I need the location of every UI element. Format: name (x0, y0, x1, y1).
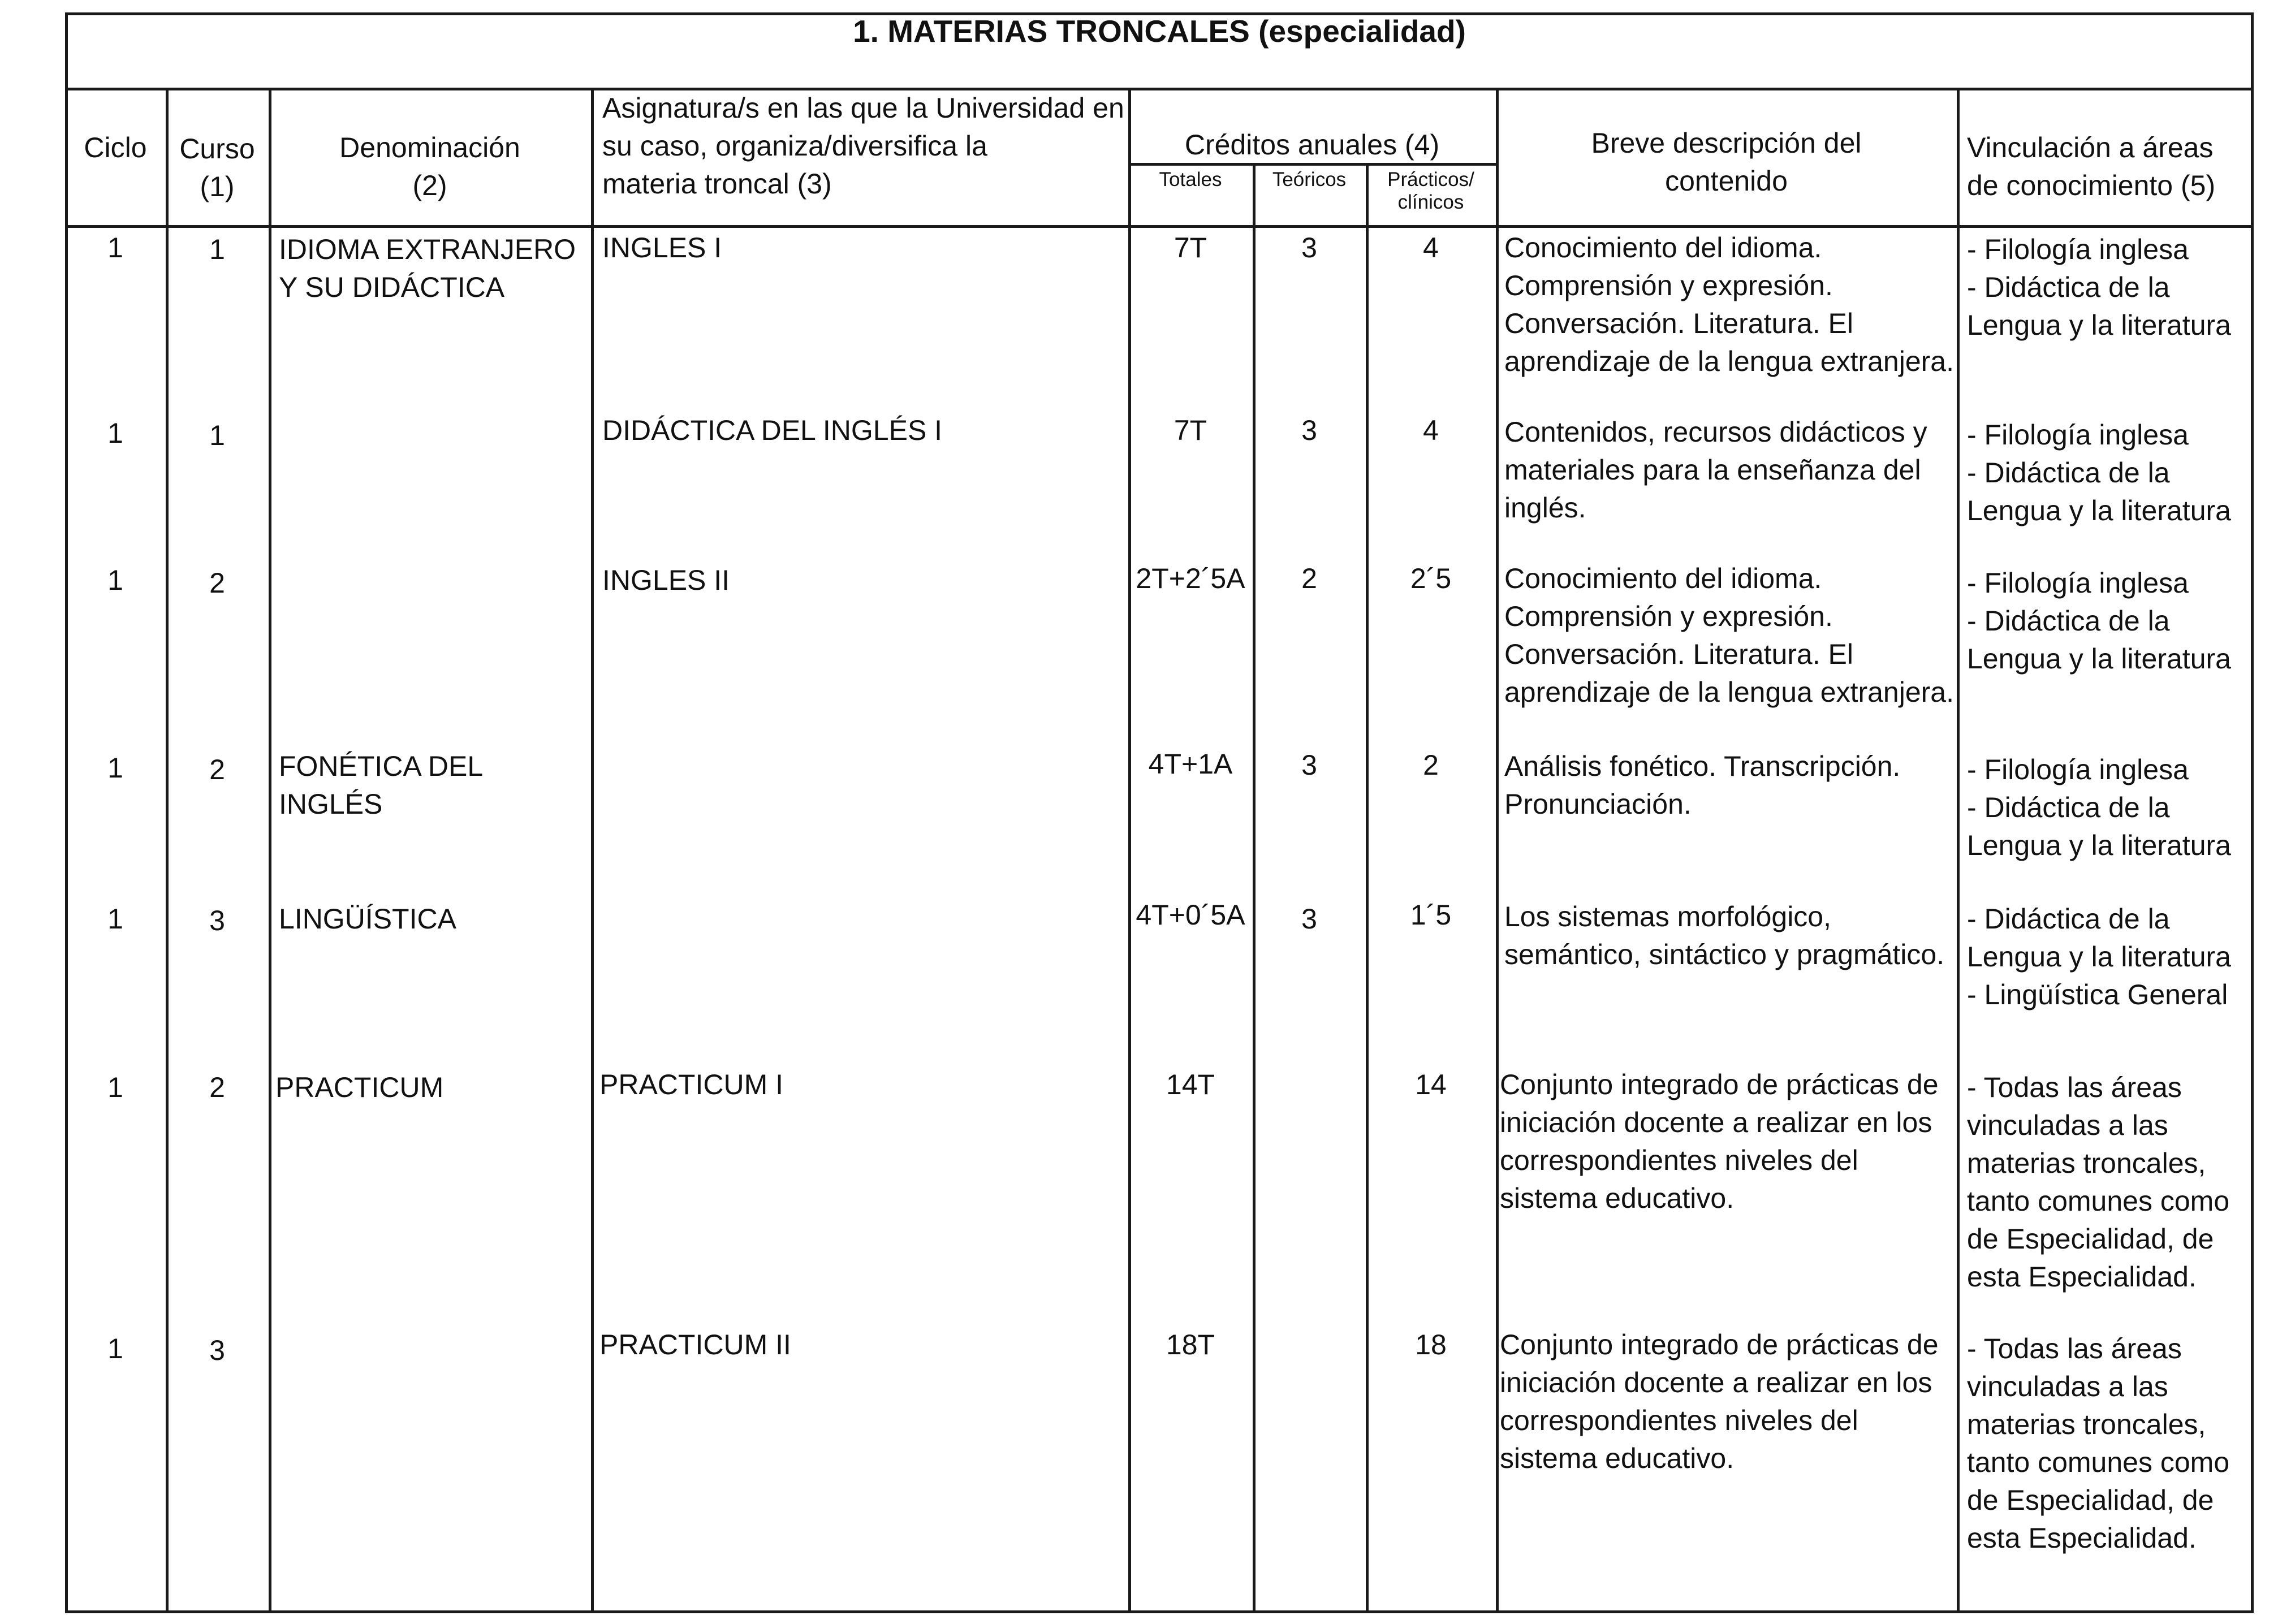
row2-descripcion: Contenidos, recursos didácticos y materiales para la enseñanza del inglés. (1504, 416, 1927, 524)
row6-descripcion: Conjunto integrado de prácticas de iniciación docente a realizar en los correspondientes niveles del sistema educativo. (1500, 1069, 1939, 1214)
col-divider-1 (166, 88, 169, 1613)
row5-practicos: 1´5 (1410, 899, 1452, 931)
row2-teoricos: 3 (1301, 414, 1317, 446)
row5-denominacion: LINGÜÍSTICA (279, 903, 456, 935)
row1-denominacion: IDIOMA EXTRANJERO Y SU DIDÁCTICA (279, 234, 576, 303)
table-border-right (2251, 12, 2254, 1613)
col-divider-7 (1496, 88, 1499, 1613)
header-totales: Totales (1159, 169, 1222, 191)
header-vinculacion: Vinculación a áreas de conocimiento (5) (1967, 132, 2216, 201)
row2-vinculacion: - Filología inglesa - Didáctica de la Lengua y la literatura (1967, 419, 2231, 526)
row1-descripcion: Conocimiento del idioma. Comprensión y expresión. Conversación. Literatura. El aprendizaje de la lengua extranjera. (1504, 232, 1954, 377)
row1-curso: 1 (209, 234, 225, 265)
title-divider (65, 88, 2254, 90)
row6-practicos: 14 (1415, 1069, 1447, 1100)
header-ciclo: Ciclo (84, 132, 147, 163)
row1-vinculacion: - Filología inglesa - Didáctica de la Lengua y la literatura (1967, 234, 2231, 341)
row3-asignatura: INGLES II (602, 564, 730, 596)
col-divider-4 (1128, 88, 1131, 1613)
row5-teoricos: 3 (1301, 903, 1317, 935)
header-descripcion: Breve descripción del contenido (1591, 127, 1862, 197)
header-teoricos: Teóricos (1272, 169, 1347, 191)
row3-teoricos: 2 (1301, 563, 1317, 594)
row5-ciclo: 1 (107, 903, 123, 935)
row4-descripcion: Análisis fonético. Transcripción. Pronunciación. (1504, 750, 1901, 820)
row1-ciclo: 1 (107, 232, 123, 264)
row7-descripcion: Conjunto integrado de prácticas de iniciación docente a realizar en los correspondientes niveles del sistema educativo. (1500, 1329, 1939, 1474)
row7-totales: 18T (1166, 1329, 1215, 1360)
header-divider (65, 225, 2254, 228)
row7-curso: 3 (209, 1334, 225, 1366)
row6-ciclo: 1 (107, 1072, 123, 1103)
row3-descripcion: Conocimiento del idioma. Comprensión y expresión. Conversación. Literatura. El aprendizaje de la lengua extranjera. (1504, 563, 1954, 708)
row3-curso: 2 (209, 567, 225, 599)
header-creditos: Créditos anuales (4) (1184, 129, 1440, 161)
row1-asignatura: INGLES I (602, 232, 722, 264)
row5-totales: 4T+0´5A (1136, 899, 1245, 931)
row2-totales: 7T (1173, 414, 1207, 446)
col-divider-2 (269, 88, 271, 1613)
header-denominacion: Denominación (2) (339, 132, 520, 201)
row4-teoricos: 3 (1301, 749, 1317, 781)
row7-practicos: 18 (1415, 1329, 1447, 1360)
header-practicos: Prácticos/ clínicos (1387, 169, 1474, 213)
row1-totales: 7T (1173, 232, 1207, 264)
row6-vinculacion: - Todas las áreas vinculadas a las materias troncales, tanto comunes como de Especialidad, de esta Especialidad. (1967, 1072, 2230, 1293)
row5-curso: 3 (209, 905, 225, 936)
row3-totales: 2T+2´5A (1136, 563, 1245, 594)
table-title: 1. MATERIAS TRONCALES (especialidad) (853, 14, 1466, 49)
row5-descripcion: Los sistemas morfológico, semántico, sintáctico y pragmático. (1504, 901, 1945, 970)
row4-curso: 2 (209, 754, 225, 785)
row4-practicos: 2 (1423, 749, 1439, 781)
row6-curso: 2 (209, 1072, 225, 1103)
row7-asignatura: PRACTICUM II (599, 1329, 791, 1360)
col-divider-8 (1957, 88, 1960, 1613)
row4-totales: 4T+1A (1148, 748, 1233, 780)
row5-vinculacion: - Didáctica de la Lengua y la literatura - Lingüística General (1967, 903, 2231, 1010)
row3-practicos: 2´5 (1410, 563, 1452, 594)
row4-denominacion: FONÉTICA DEL INGLÉS (279, 750, 484, 820)
row6-asignatura: PRACTICUM I (599, 1069, 783, 1100)
row7-ciclo: 1 (107, 1333, 123, 1364)
row7-vinculacion: - Todas las áreas vinculadas a las materias troncales, tanto comunes como de Especialidad, de esta Especialidad. (1967, 1333, 2230, 1554)
row6-totales: 14T (1166, 1069, 1215, 1100)
col-divider-5 (1253, 163, 1256, 1613)
row3-ciclo: 1 (107, 564, 123, 596)
row2-practicos: 4 (1423, 414, 1439, 446)
row2-curso: 1 (209, 420, 225, 451)
row2-asignatura: DIDÁCTICA DEL INGLÉS I (602, 414, 943, 446)
row4-ciclo: 1 (107, 752, 123, 784)
row2-ciclo: 1 (107, 417, 123, 449)
col-divider-6 (1366, 163, 1369, 1613)
header-asignatura: Asignatura/s en las que la Universidad en su caso, organiza/diversifica la materia troncal (3) (602, 92, 1124, 200)
table-border-bottom (65, 1610, 2254, 1613)
row3-vinculacion: - Filología inglesa - Didáctica de la Lengua y la literatura (1967, 567, 2231, 675)
header-curso: Curso (1) (179, 133, 255, 202)
row1-teoricos: 3 (1301, 232, 1317, 264)
row6-denominacion: PRACTICUM (275, 1072, 444, 1103)
col-divider-3 (591, 88, 594, 1613)
row4-vinculacion: - Filología inglesa - Didáctica de la Lengua y la literatura (1967, 754, 2231, 861)
row1-practicos: 4 (1423, 232, 1439, 264)
